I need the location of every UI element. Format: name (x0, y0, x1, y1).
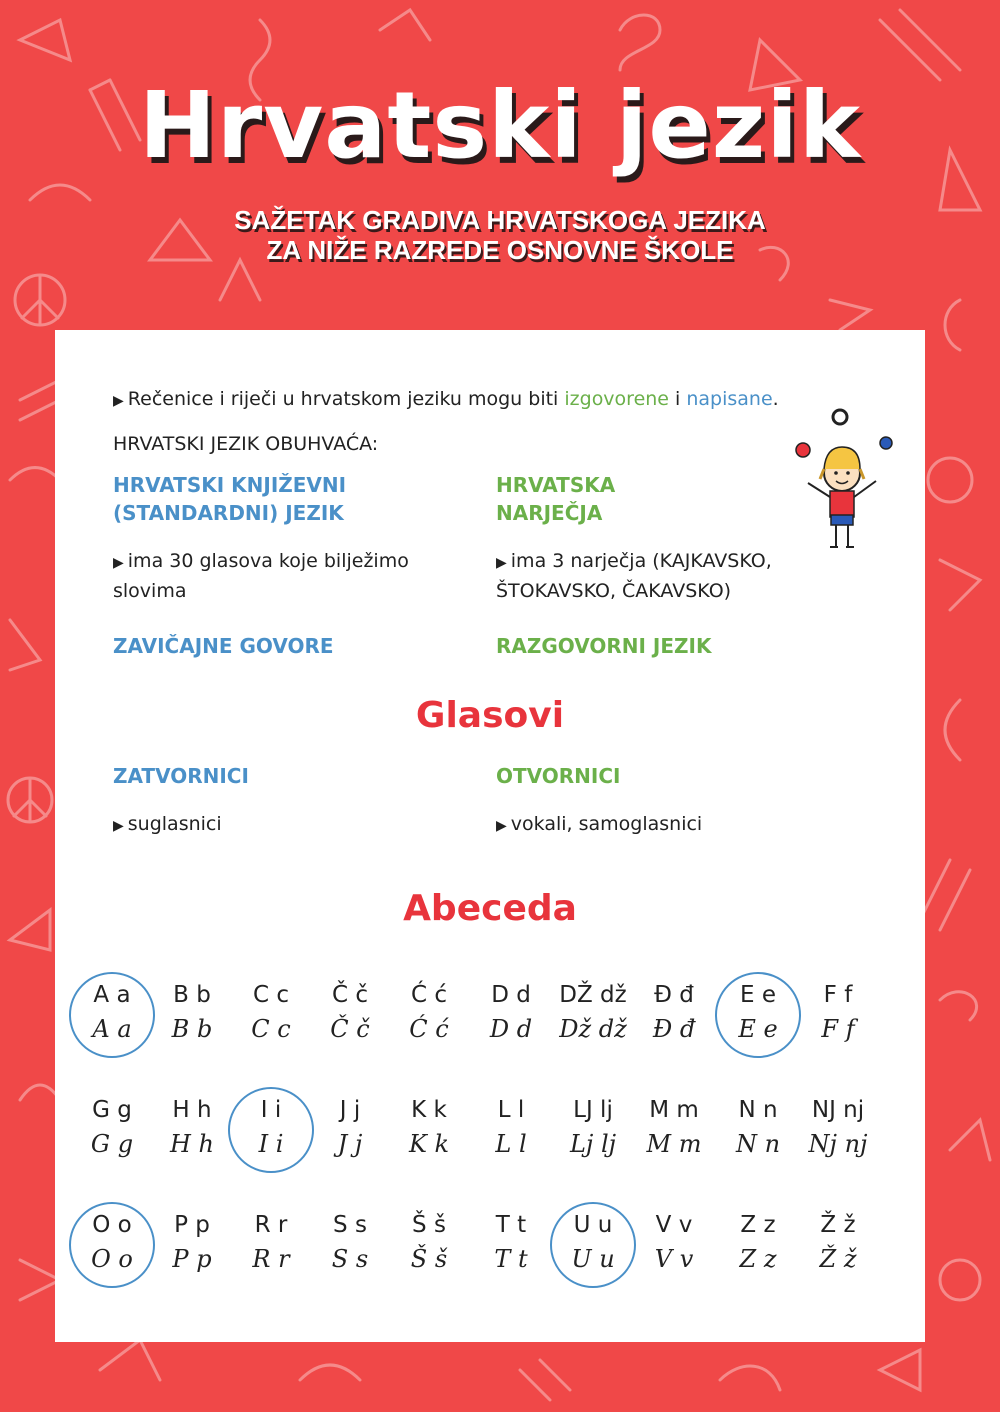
letter-print: L l (497, 1097, 525, 1123)
dialects-desc (496, 547, 772, 605)
subtitle-line-1: SAŽETAK GRADIVA HRVATSKOGA JEZIKA (234, 205, 766, 235)
letter-cursive: V v (654, 1245, 694, 1273)
dialect-title-line-1: HRVATSKA (496, 473, 616, 497)
dialect-desc-line-1: ima 3 narječja (KAJKAVSKO, (510, 550, 772, 572)
letter-cursive: U u (571, 1245, 615, 1273)
bullet-icon: ▶ (496, 818, 507, 834)
bullet-icon: ▶ (113, 555, 124, 571)
letter-print: Đ đ (654, 982, 694, 1008)
obuhvaca-label: HRVATSKI JEZIK OBUHVAĆA: (113, 433, 379, 455)
standard-title-line-2: (STANDARDNI) JEZIK (113, 501, 344, 525)
dialect-title-line-2: NARJEČJA (496, 501, 603, 525)
intro-word-written: napisane (686, 388, 773, 410)
letter-cursive: I i (258, 1130, 284, 1158)
letter-print: C c (252, 982, 290, 1008)
letter-print: DŽ dž (559, 982, 627, 1008)
bullet-icon: ▶ (113, 818, 124, 834)
page-subtitle (0, 205, 1000, 265)
colloquial-language-title: RAZGOVORNI JEZIK (496, 634, 712, 658)
letter-cursive: A a (92, 1015, 132, 1043)
letter-cursive: C c (251, 1015, 291, 1043)
intro-text-after: . (772, 388, 779, 410)
letter-cursive: F f (821, 1015, 855, 1043)
letter-cursive: J j (337, 1130, 363, 1158)
consonants-title: ZATVORNICI (113, 764, 249, 788)
intro-sentence (113, 385, 779, 415)
letter-print: I i (260, 1097, 282, 1123)
subtitle-line-2: ZA NIŽE RAZREDE OSNOVNE ŠKOLE (266, 235, 734, 265)
letter-cursive: T t (494, 1245, 528, 1273)
letter-cursive: Z z (739, 1245, 777, 1273)
letter-print: J j (339, 1097, 361, 1123)
letter-print: P p (174, 1212, 210, 1238)
letter-cursive: Ć ć (409, 1015, 449, 1043)
glasovi-heading: Glasovi (415, 695, 565, 736)
letter-print: Č č (331, 982, 369, 1008)
letter-print: U u (573, 1212, 613, 1238)
vowels-desc (496, 810, 702, 840)
letter-print: A a (93, 982, 131, 1008)
letter-print: H h (172, 1097, 212, 1123)
letter-cursive: Ž ž (819, 1245, 857, 1273)
letter-print: T t (495, 1212, 527, 1238)
letter-print: E e (740, 982, 776, 1008)
letter-cursive: H h (169, 1130, 214, 1158)
intro-word-spoken: izgovorene (564, 388, 669, 410)
letter-print: V v (655, 1212, 693, 1238)
letter-cursive: Dž dž (559, 1015, 627, 1043)
vowels-title: OTVORNICI (496, 764, 621, 788)
letter-cursive: Č č (330, 1015, 370, 1043)
bullet-icon: ▶ (113, 393, 124, 409)
vowels-desc-text: vokali, samoglasnici (510, 813, 703, 835)
content-card (55, 330, 925, 1342)
letter-cursive: Đ đ (652, 1015, 696, 1043)
letter-cursive: S s (331, 1245, 369, 1273)
juggling-kid-illustration (790, 405, 900, 555)
letter-cursive: Š š (410, 1245, 448, 1273)
letter-print: S s (333, 1212, 367, 1238)
standard-title-line-1: HRVATSKI KNJIŽEVNI (113, 473, 347, 497)
letter-cursive: N n (735, 1130, 781, 1158)
letter-cursive: M m (646, 1130, 702, 1158)
letter-print: O o (92, 1212, 132, 1238)
letter-cursive: Nj nj (808, 1130, 868, 1158)
letter-print: B b (173, 982, 211, 1008)
letter-cursive: O o (91, 1245, 133, 1273)
letter-cursive: L l (495, 1130, 527, 1158)
letter-print: K k (411, 1097, 447, 1123)
letter-cursive: B b (171, 1015, 213, 1043)
standard-language-title (113, 471, 346, 527)
intro-text-before: Rečenice i riječi u hrvatskom jeziku mogu biti (127, 388, 565, 410)
dialects-title (496, 471, 615, 527)
letter-print: Z z (740, 1212, 776, 1238)
letter-print: Ć ć (410, 982, 448, 1008)
letter-print: NJ nj (811, 1097, 865, 1123)
consonants-desc-text: suglasnici (127, 813, 222, 835)
letter-print: F f (823, 982, 853, 1008)
letter-print: N n (738, 1097, 778, 1123)
dialect-desc-line-2: ŠTOKAVSKO, ČAKAVSKO) (496, 580, 732, 602)
local-speech-title: ZAVIČAJNE GOVORE (113, 634, 334, 658)
page-title: Hrvatski jezik (138, 72, 862, 179)
letter-print: D d (491, 982, 531, 1008)
letter-cursive: P p (172, 1245, 212, 1273)
letter-print: LJ lj (573, 1097, 613, 1123)
letter-cursive: R r (252, 1245, 290, 1273)
consonants-desc (113, 810, 222, 840)
letter-cursive: K k (408, 1130, 450, 1158)
letter-cursive: E e (738, 1015, 778, 1043)
letter-cursive: G g (90, 1130, 134, 1158)
intro-text-mid: i (669, 388, 687, 410)
bullet-icon: ▶ (496, 555, 507, 571)
letter-print: Š š (412, 1212, 446, 1238)
standard-desc-line-1: ima 30 glasova koje bilježimo (127, 550, 409, 572)
letter-print: R r (254, 1212, 288, 1238)
letter-cursive: Lj lj (569, 1130, 617, 1158)
letter-print: M m (649, 1097, 699, 1123)
standard-language-desc (113, 547, 409, 605)
letter-print: G g (92, 1097, 132, 1123)
abeceda-heading: Abeceda (403, 888, 577, 929)
standard-desc-line-2: slovima (113, 580, 187, 602)
letter-print: Ž ž (820, 1212, 856, 1238)
letter-cursive: D d (489, 1015, 533, 1043)
